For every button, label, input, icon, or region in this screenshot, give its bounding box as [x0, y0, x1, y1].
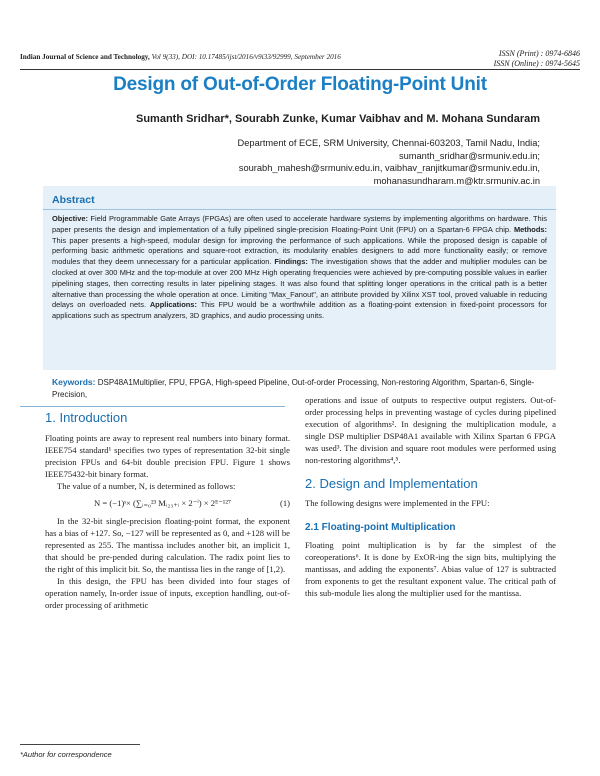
equation-1: [45, 495, 290, 513]
methods-label: Methods:: [513, 224, 547, 234]
abstract-box: [43, 186, 556, 370]
citation: Vol 9(33), DOI: 10.17485/ijst/2016/v9i33/92999, September 2016: [149, 53, 341, 61]
author-list: Sumanth Sridhar*, Sourabh Zunke, Kumar Vaibhav and M. Mohana Sundaram: [135, 113, 540, 125]
paper-title: Design of Out-of-Order Floating-Point Unit: [113, 74, 487, 95]
right-paragraph-1: operations and issue of outputs to respective output registers. Out-of-order processing helps in preventing wastage of cycles during pipelined execution of algorithms². In designing the multiplication module, a single DSP multiplier DSP48A1 available with Xilinx Spartan 6 FPGA was used³. The division and square root modules were performed using non-restoring algorithms⁴,⁵.: [305, 395, 556, 465]
issn-print: ISSN (Print) : 0974-6846: [498, 49, 580, 58]
issn-online: ISSN (Online) : 0974-5645: [493, 59, 580, 68]
objective-text: Field Programmable Gate Arrays (FPGAs) are often used to accelerate hardware systems by implementing algorithms on hardware. This paper presents the design and implementation of a fully pipelined single-precision Floating-Point Unit (FPU) on a Spartan-6 FPGA chip.: [52, 214, 547, 234]
findings-text: The investigation shows that the adder and multiplier modules can be clocked at over 300 MHz and the top-module at over 200 MHz High operating frequencies were achieved by pre-computing possible values in earlier pipelining stages, then correcting results in later pipelining stages. It was also found that splitting longer operations in the critical path is a better alternative than processing the whole operation at once. Limiting "Max_Fanout", an attribute provided by Xilinx XST tool, proved valuable in reducing delays on overloaded nets.: [52, 257, 547, 310]
affiliation: [100, 137, 540, 187]
design-paragraph: The following designs were implemented in the FPU:: [305, 498, 490, 509]
affiliation-line-2: sourabh_mahesh@srmuniv.edu.in, vaibhav_ranjitkumar@srmuniv.edu.in, mohanasundharam.m@ktr.srmuniv.ac.in: [238, 163, 540, 186]
keywords-text: DSP48A1Multiplier, FPU, FPGA, High-speed Pipeline, Out-of-order Processing, Non-restoring Algorithm, Spartan-6, Single-Precision,: [52, 378, 535, 399]
methods-text: This paper presents a high-speed, modular design for improving the performance of such applications. While the proposed design is capable of performing basic arithmetic operations and square-root extraction, its modularity enables designers to add more functionality easily; or remove modules that they deem unnecessary for a particular application.: [52, 235, 547, 267]
intro-paragraph-4: In this design, the FPU has been divided into four stages of operation namely, In-order issue of inputs, exception handling, out-of-order processing of arithmetic: [45, 575, 290, 610]
intro-paragraph-2: The value of a number, N, is determined as follows:: [57, 480, 236, 491]
applications-text: This FPU would be a worthwhile addition as a floating-point extension in fixed-point processors for applications such as spectrum analyzers, 3D graphics, and audio processing units.: [52, 300, 547, 321]
keywords-label: Keywords:: [52, 377, 96, 387]
findings-label: Findings:: [274, 257, 308, 267]
header-rule: [20, 69, 580, 70]
applications-label: Applications:: [149, 300, 197, 310]
subsection-heading: 2.1 Floating-point Multiplication: [305, 522, 456, 534]
right-column: [305, 395, 556, 600]
intro-heading: 1. Introduction: [45, 410, 128, 425]
intro-paragraph-3: In the 32-bit single-precision floating-point format, the exponent has a bias of +127. So, −127 will be represented as 0, and +128 will be represented as 255. The mantissa includes another bit, an implicit 1, that should be pre-pended during calculation. The radix point lies to the right of this implicit bit. So, the mantissa lies in the range of [1,2).: [45, 516, 290, 575]
footnote-rule: [20, 744, 140, 745]
abstract-text: [52, 214, 547, 322]
design-heading: 2. Design and Implementation: [305, 476, 478, 492]
journal-name: Indian Journal of Science and Technology,: [20, 53, 150, 61]
issn-block: [494, 49, 580, 69]
abstract-rule: [43, 209, 556, 210]
footnote: *Author for correspondence: [20, 750, 112, 759]
multiplication-paragraph: Floating point multiplication is by far the simplest of the coreoperations⁶. It is done by ExOR-ing the sign bits, multiplying the mantissas, and adding the exponents⁷. Abias value of 127 is subtracted from exponents to get the resultant exponent value. The critical path of this sub-module lies along the multiplier used for the mantissa.: [305, 540, 556, 598]
affiliation-line-1: Department of ECE, SRM University, Chennai-603203, Tamil Nadu, India; sumanth_sridhar@srmuniv.edu.in;: [237, 138, 540, 161]
equation-formula: N = (−1)ˢ× (∑ᵢ₌₀²³ Mᵢ₂₃₊ᵢ × 2⁻ⁱ) × 2ᴱ⁻¹²⁷: [94, 498, 231, 509]
intro-paragraph-1: Floating points are away to represent real numbers into binary format. IEEE754 standard¹ specifies two types of representation 32-bit single precision FPUs and 64-bit double precision FPU. Figure 1 shows IEEE75432-bit binary format.: [45, 432, 290, 479]
objective-label: Objective:: [52, 214, 88, 223]
left-column: [45, 412, 290, 612]
equation-number: (1): [279, 498, 290, 509]
section-rule-intro: [20, 406, 285, 407]
abstract-heading: Abstract: [52, 194, 95, 206]
